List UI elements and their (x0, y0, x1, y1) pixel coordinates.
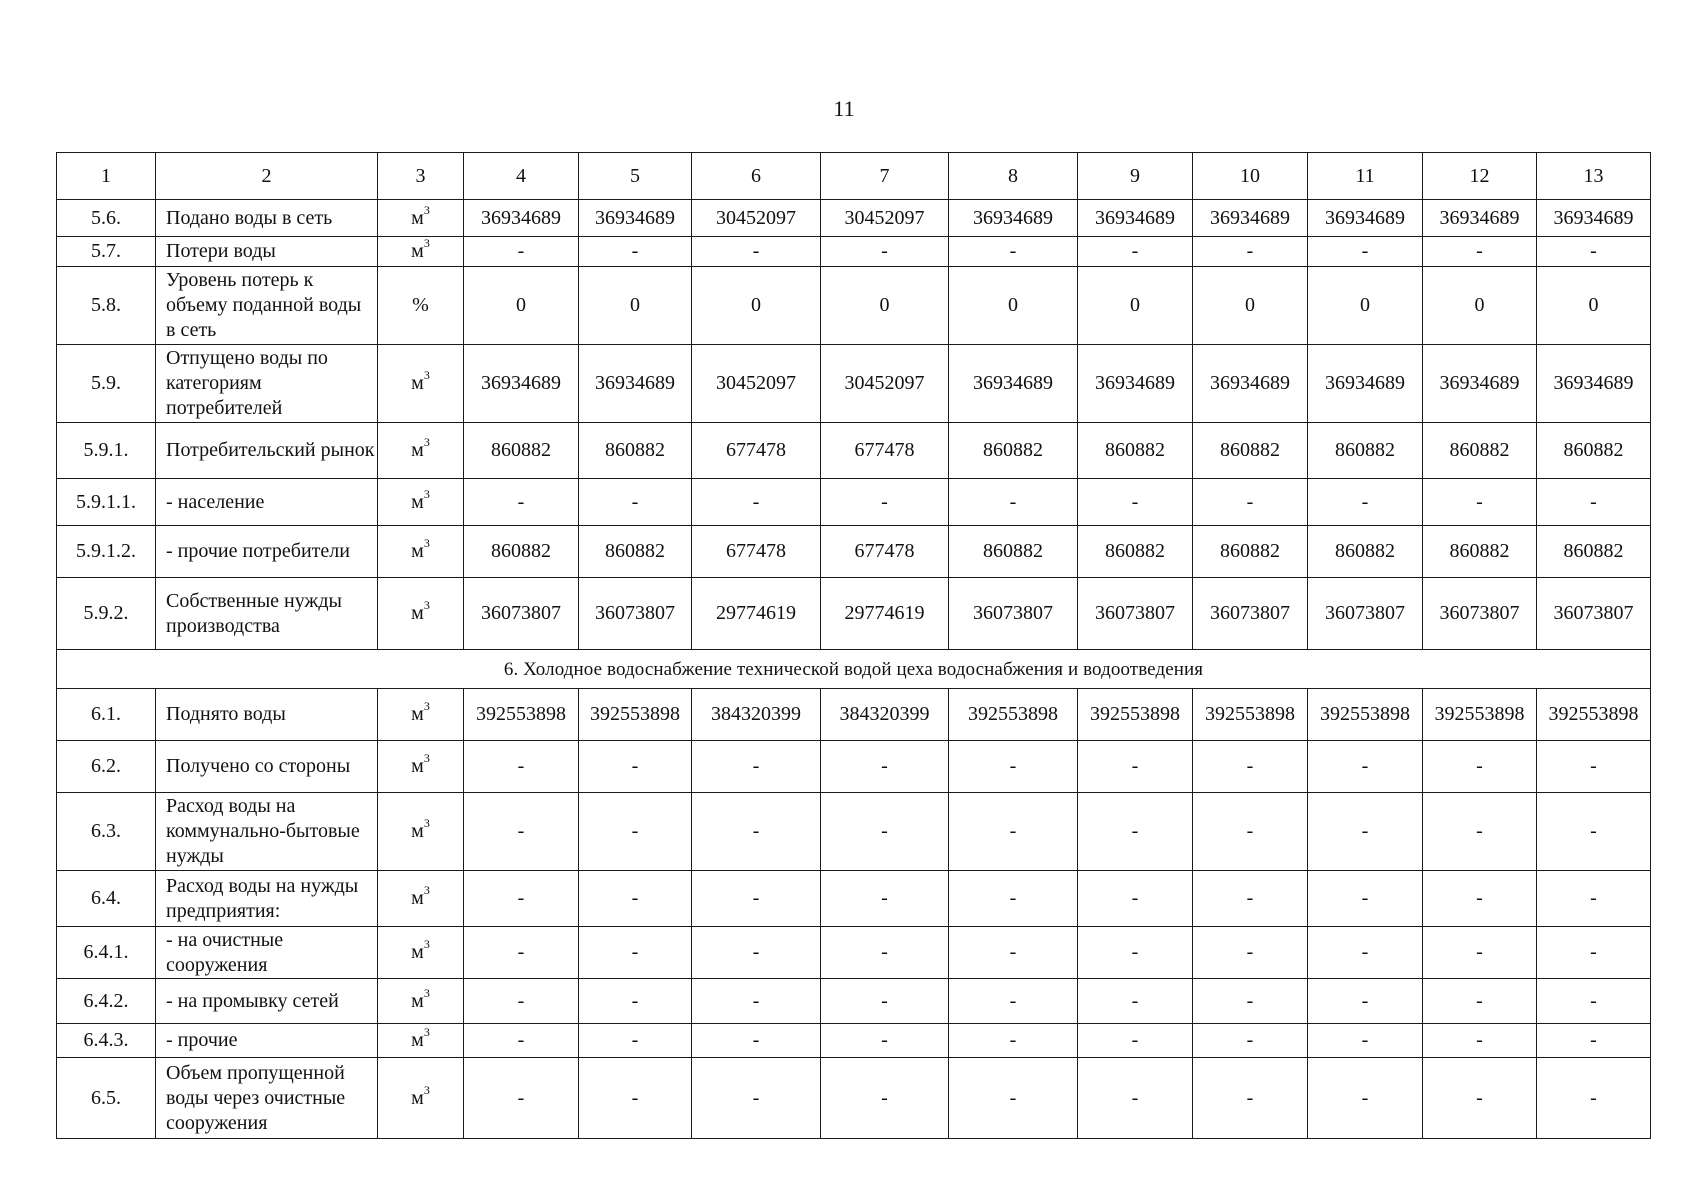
value-cell: 36934689 (1078, 200, 1193, 237)
row-unit (378, 741, 464, 793)
value-cell: - (692, 237, 821, 267)
row-code: 5.9.1.1. (57, 479, 156, 526)
value-cell: 30452097 (821, 345, 949, 423)
table-row (57, 1024, 1651, 1058)
value-cell: - (1193, 979, 1308, 1024)
table-row (57, 741, 1651, 793)
unit-exponent: 3 (423, 435, 430, 450)
value-cell: 860882 (1308, 526, 1423, 578)
value-cell: - (949, 1024, 1078, 1058)
row-name: - прочие потребители (156, 526, 378, 578)
value-cell: 36073807 (1308, 578, 1423, 650)
table-body (57, 153, 1651, 1139)
value-cell: 36934689 (1308, 345, 1423, 423)
header-cell: 2 (156, 153, 378, 200)
value-cell: - (1193, 1024, 1308, 1058)
row-code: 5.9.2. (57, 578, 156, 650)
table-row (57, 871, 1651, 927)
row-code: 5.9.1.2. (57, 526, 156, 578)
value-cell: 36073807 (1193, 578, 1308, 650)
unit-text: м (411, 755, 424, 777)
row-unit (378, 345, 464, 423)
row-name: Отпущено воды по категориям потребителей (156, 345, 378, 423)
row-name: Расход воды на коммунально-бытовые нужды (156, 793, 378, 871)
table-row (57, 979, 1651, 1024)
value-cell: 0 (692, 267, 821, 345)
value-cell: - (1078, 741, 1193, 793)
unit-text: % (412, 294, 429, 316)
value-cell: 36934689 (949, 200, 1078, 237)
table-row (57, 267, 1651, 345)
value-cell: 860882 (1423, 423, 1537, 479)
value-cell: 36934689 (579, 200, 692, 237)
table-row (57, 345, 1651, 423)
value-cell: - (1423, 793, 1537, 871)
value-cell: - (949, 479, 1078, 526)
row-name: Уровень потерь к объему поданной воды в сеть (156, 267, 378, 345)
value-cell: - (1193, 479, 1308, 526)
row-code: 6.2. (57, 741, 156, 793)
value-cell: 30452097 (692, 200, 821, 237)
row-code: 6.4.1. (57, 927, 156, 979)
value-cell: - (1308, 1024, 1423, 1058)
unit-exponent: 3 (423, 937, 430, 952)
value-cell: 860882 (1078, 423, 1193, 479)
row-code: 5.9.1. (57, 423, 156, 479)
table-row (57, 237, 1651, 267)
value-cell: 29774619 (692, 578, 821, 650)
row-unit (378, 237, 464, 267)
unit-text: м (411, 372, 424, 394)
unit-exponent: 3 (423, 751, 430, 766)
value-cell: 392553898 (464, 689, 579, 741)
value-cell: - (464, 927, 579, 979)
header-cell: 10 (1193, 153, 1308, 200)
row-unit (378, 578, 464, 650)
value-cell: - (1078, 479, 1193, 526)
value-cell: - (1193, 793, 1308, 871)
row-code: 5.8. (57, 267, 156, 345)
value-cell: 29774619 (821, 578, 949, 650)
value-cell: 0 (464, 267, 579, 345)
value-cell: - (692, 979, 821, 1024)
value-cell: - (579, 479, 692, 526)
unit-text: м (411, 540, 424, 562)
value-cell: - (1423, 979, 1537, 1024)
value-cell: 860882 (949, 526, 1078, 578)
value-cell: - (692, 1058, 821, 1139)
unit-text: м (411, 989, 424, 1012)
value-cell: - (1308, 979, 1423, 1024)
value-cell: - (1308, 1058, 1423, 1139)
row-name: Потери воды (156, 237, 378, 267)
value-cell: - (1078, 237, 1193, 267)
value-cell: 0 (1078, 267, 1193, 345)
value-cell: 36934689 (1423, 345, 1537, 423)
value-cell: 0 (949, 267, 1078, 345)
value-cell: - (1537, 741, 1651, 793)
row-name: Объем пропущенной воды через очистные сооружения (156, 1058, 378, 1139)
row-unit (378, 423, 464, 479)
value-cell: 677478 (821, 423, 949, 479)
unit-text: м (411, 602, 424, 624)
row-code: 6.1. (57, 689, 156, 741)
value-cell: 36934689 (464, 345, 579, 423)
unit-exponent: 3 (423, 1025, 430, 1040)
header-cell: 3 (378, 153, 464, 200)
header-cell: 11 (1308, 153, 1423, 200)
value-cell: - (464, 741, 579, 793)
value-cell: 860882 (949, 423, 1078, 479)
table-row (57, 1058, 1651, 1139)
value-cell: 36934689 (1078, 345, 1193, 423)
table-row (57, 689, 1651, 741)
value-cell: - (579, 927, 692, 979)
value-cell: - (1308, 741, 1423, 793)
value-cell: - (692, 793, 821, 871)
value-cell: - (464, 237, 579, 267)
row-unit (378, 1024, 464, 1058)
value-cell: - (1423, 237, 1537, 267)
unit-exponent: 3 (423, 368, 430, 383)
table-row (57, 578, 1651, 650)
value-cell: 392553898 (1537, 689, 1651, 741)
row-name: - прочие (156, 1024, 378, 1058)
value-cell: 36934689 (1537, 345, 1651, 423)
value-cell: 36073807 (464, 578, 579, 650)
value-cell: - (949, 237, 1078, 267)
unit-exponent: 3 (423, 202, 430, 217)
unit-text: м (411, 703, 424, 725)
value-cell: 392553898 (1308, 689, 1423, 741)
value-cell: 392553898 (949, 689, 1078, 741)
value-cell: - (1078, 1058, 1193, 1139)
value-cell: - (821, 793, 949, 871)
value-cell: - (464, 871, 579, 927)
value-cell: 860882 (579, 526, 692, 578)
value-cell: - (949, 927, 1078, 979)
unit-exponent: 3 (423, 699, 430, 714)
unit-exponent: 3 (423, 486, 430, 501)
value-cell: - (579, 1024, 692, 1058)
value-cell: 860882 (1193, 526, 1308, 578)
unit-text: м (411, 941, 424, 963)
row-name: - на очистные сооружения (156, 927, 378, 979)
value-cell: 860882 (464, 423, 579, 479)
row-code: 5.9. (57, 345, 156, 423)
value-cell: - (579, 1058, 692, 1139)
unit-exponent: 3 (423, 816, 430, 831)
value-cell: 860882 (1193, 423, 1308, 479)
value-cell: - (821, 479, 949, 526)
value-cell: 36934689 (1308, 200, 1423, 237)
row-unit (378, 200, 464, 237)
value-cell: 30452097 (692, 345, 821, 423)
value-cell: - (1537, 479, 1651, 526)
row-name: - на промывку сетей (156, 979, 378, 1024)
header-cell: 1 (57, 153, 156, 200)
unit-text: м (411, 1029, 424, 1051)
value-cell: - (692, 927, 821, 979)
value-cell: - (692, 479, 821, 526)
row-code: 6.4. (57, 871, 156, 927)
value-cell: 0 (579, 267, 692, 345)
unit-text: м (411, 490, 424, 513)
value-cell: - (579, 237, 692, 267)
unit-exponent: 3 (423, 883, 430, 898)
value-cell: 860882 (464, 526, 579, 578)
unit-exponent: 3 (423, 236, 430, 251)
unit-exponent: 3 (423, 536, 430, 551)
value-cell: 384320399 (692, 689, 821, 741)
value-cell: - (949, 793, 1078, 871)
value-cell: - (949, 871, 1078, 927)
row-code: 6.5. (57, 1058, 156, 1139)
value-cell: - (1078, 871, 1193, 927)
value-cell: - (1537, 1024, 1651, 1058)
value-cell: 860882 (1078, 526, 1193, 578)
value-cell: 36073807 (1423, 578, 1537, 650)
row-unit (378, 267, 464, 345)
table-row (57, 927, 1651, 979)
value-cell: 860882 (1308, 423, 1423, 479)
value-cell: 36073807 (579, 578, 692, 650)
value-cell: 392553898 (1193, 689, 1308, 741)
header-cell: 5 (579, 153, 692, 200)
header-cell: 4 (464, 153, 579, 200)
value-cell: 36934689 (1193, 345, 1308, 423)
unit-text: м (411, 1086, 424, 1109)
row-unit (378, 1058, 464, 1139)
row-unit (378, 927, 464, 979)
value-cell: 0 (821, 267, 949, 345)
value-cell: 0 (1193, 267, 1308, 345)
value-cell: - (464, 979, 579, 1024)
value-cell: 392553898 (1078, 689, 1193, 741)
value-cell: - (821, 1024, 949, 1058)
row-name: Потребительский рынок (156, 423, 378, 479)
value-cell: - (1308, 871, 1423, 927)
value-cell: - (821, 1058, 949, 1139)
value-cell: 0 (1308, 267, 1423, 345)
value-cell: 0 (1537, 267, 1651, 345)
row-unit (378, 479, 464, 526)
value-cell: 36934689 (1193, 200, 1308, 237)
row-name: Поднято воды (156, 689, 378, 741)
value-cell: 30452097 (821, 200, 949, 237)
value-cell: - (821, 741, 949, 793)
header-cell: 7 (821, 153, 949, 200)
value-cell: - (1078, 927, 1193, 979)
row-name: Получено со стороны (156, 741, 378, 793)
header-cell: 8 (949, 153, 1078, 200)
value-cell: 392553898 (579, 689, 692, 741)
row-unit (378, 871, 464, 927)
unit-text: м (411, 206, 424, 229)
unit-text: м (411, 820, 424, 842)
value-cell: - (1193, 1058, 1308, 1139)
value-cell: 0 (1423, 267, 1537, 345)
value-cell: - (464, 793, 579, 871)
value-cell: 36073807 (1537, 578, 1651, 650)
value-cell: 36934689 (579, 345, 692, 423)
value-cell: - (1537, 979, 1651, 1024)
row-code: 6.4.2. (57, 979, 156, 1024)
unit-text: м (411, 887, 424, 909)
value-cell: 36934689 (464, 200, 579, 237)
value-cell: 860882 (1537, 423, 1651, 479)
value-cell: - (464, 1058, 579, 1139)
value-cell: - (1308, 479, 1423, 526)
value-cell: - (821, 927, 949, 979)
row-unit (378, 689, 464, 741)
header-cell: 13 (1537, 153, 1651, 200)
value-cell: 36934689 (1423, 200, 1537, 237)
value-cell: 860882 (1423, 526, 1537, 578)
row-name: - население (156, 479, 378, 526)
value-cell: - (1308, 793, 1423, 871)
header-cell: 12 (1423, 153, 1537, 200)
value-cell: - (1423, 1024, 1537, 1058)
value-cell: - (1537, 1058, 1651, 1139)
value-cell: - (1193, 927, 1308, 979)
value-cell: - (949, 979, 1078, 1024)
page-number: 11 (833, 96, 855, 121)
row-name: Расход воды на нужды предприятия: (156, 871, 378, 927)
value-cell: - (1078, 793, 1193, 871)
table-row (57, 793, 1651, 871)
value-cell: - (1537, 871, 1651, 927)
unit-exponent: 3 (423, 598, 430, 613)
row-unit (378, 979, 464, 1024)
value-cell: - (821, 871, 949, 927)
header-row (57, 153, 1651, 200)
value-cell: - (949, 741, 1078, 793)
row-code: 6.4.3. (57, 1024, 156, 1058)
value-cell: - (1078, 1024, 1193, 1058)
value-cell: 677478 (692, 423, 821, 479)
value-cell: - (1308, 237, 1423, 267)
value-cell: - (1423, 741, 1537, 793)
value-cell: - (464, 479, 579, 526)
value-cell: 384320399 (821, 689, 949, 741)
table-row (57, 526, 1651, 578)
value-cell: - (1537, 927, 1651, 979)
value-cell: - (1423, 479, 1537, 526)
value-cell: - (1193, 741, 1308, 793)
unit-exponent: 3 (423, 1082, 430, 1097)
value-cell: 36934689 (949, 345, 1078, 423)
row-unit (378, 793, 464, 871)
value-cell: - (579, 741, 692, 793)
value-cell: - (1308, 927, 1423, 979)
value-cell: - (579, 979, 692, 1024)
value-cell: 860882 (579, 423, 692, 479)
water-balance-table (56, 152, 1651, 1139)
value-cell: - (579, 793, 692, 871)
header-cell: 6 (692, 153, 821, 200)
value-cell: - (692, 1024, 821, 1058)
row-code: 5.7. (57, 237, 156, 267)
row-unit (378, 526, 464, 578)
row-name: Собственные нужды производства (156, 578, 378, 650)
value-cell: - (1423, 927, 1537, 979)
unit-exponent: 3 (423, 985, 430, 1000)
value-cell: 36073807 (1078, 578, 1193, 650)
unit-text: м (411, 240, 424, 262)
value-cell: 677478 (821, 526, 949, 578)
value-cell: - (1537, 237, 1651, 267)
table-row (57, 200, 1651, 237)
row-code: 6.3. (57, 793, 156, 871)
value-cell: - (1078, 979, 1193, 1024)
value-cell: 36934689 (1537, 200, 1651, 237)
row-code: 5.6. (57, 200, 156, 237)
unit-text: м (411, 439, 424, 461)
value-cell: - (692, 871, 821, 927)
value-cell: - (1423, 871, 1537, 927)
value-cell: - (821, 237, 949, 267)
value-cell: 392553898 (1423, 689, 1537, 741)
value-cell: - (821, 979, 949, 1024)
value-cell: 677478 (692, 526, 821, 578)
value-cell: 860882 (1537, 526, 1651, 578)
value-cell: - (1193, 871, 1308, 927)
table-row (57, 423, 1651, 479)
table-row (57, 479, 1651, 526)
row-name: Подано воды в сеть (156, 200, 378, 237)
value-cell: - (1193, 237, 1308, 267)
value-cell: 36073807 (949, 578, 1078, 650)
value-cell: - (1537, 793, 1651, 871)
value-cell: - (949, 1058, 1078, 1139)
section-heading-row (57, 650, 1651, 689)
section-heading: 6. Холодное водоснабжение технической водой цеха водоснабжения и водоотведения (57, 650, 1651, 689)
value-cell: - (579, 871, 692, 927)
value-cell: - (1423, 1058, 1537, 1139)
value-cell: - (692, 741, 821, 793)
header-cell: 9 (1078, 153, 1193, 200)
value-cell: - (464, 1024, 579, 1058)
